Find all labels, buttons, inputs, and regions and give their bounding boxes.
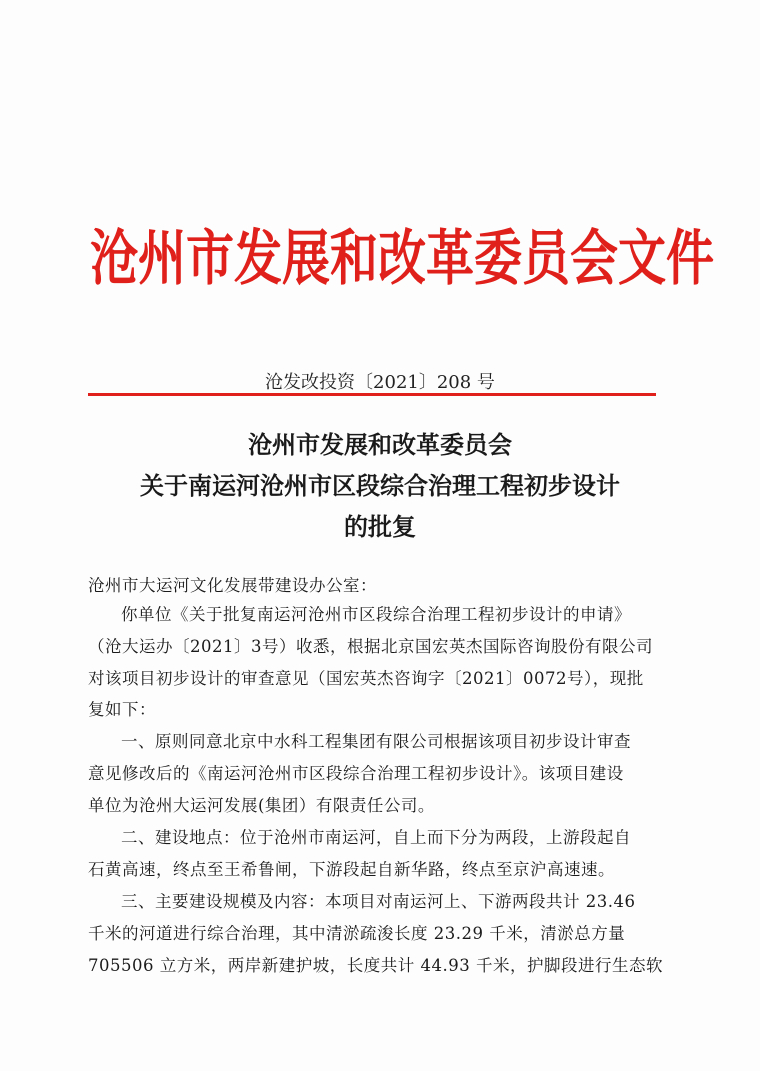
body-line: 单位为沧州大运河发展(集团）有限责任公司。 bbox=[88, 796, 435, 815]
body-line: （沧大运办〔2021〕3号）收悉，根据北京国宏英杰国际咨询股份有限公司 bbox=[88, 637, 653, 656]
body-line: 一、原则同意北京中水科工程集团有限公司根据该项目初步设计审查 bbox=[121, 732, 631, 751]
document-title-line-3: 的批复 bbox=[344, 512, 416, 541]
body-line: 意见修改后的《南运河沧州市区段综合治理工程初步设计》。该项目建设 bbox=[88, 764, 624, 783]
body-line: 对该项目初步设计的审查意见（国宏英杰咨询字〔2021〕0072号），现批 bbox=[88, 669, 644, 688]
body-line: 你单位《关于批复南运河沧州市区段综合治理工程初步设计的申请》 bbox=[121, 605, 631, 624]
body-line: 705506 立方米，两岸新建护坡，长度共计 44.93 千米，护脚段进行生态软 bbox=[88, 956, 663, 975]
red-divider-line bbox=[88, 393, 656, 396]
agency-header-title: 沧州市发展和改革委员会文件 bbox=[90, 223, 715, 294]
body-line: 二、建设地点：位于沧州市南运河，自上而下分为两段，上游段起自 bbox=[121, 828, 631, 847]
body-line: 石黄高速，终点至王希鲁闸，下游段起自新华路，终点至京沪高速速。 bbox=[88, 860, 615, 879]
body-line: 复如下： bbox=[88, 700, 156, 719]
document-title-line-1: 沧州市发展和改革委员会 bbox=[248, 430, 512, 459]
body-line: 千米的河道进行综合治理，其中清淤疏浚长度 23.29 千米，清淤总方量 bbox=[88, 924, 626, 943]
body-line: 三、主要建设规模及内容：本项目对南运河上、下游两段共计 23.46 bbox=[121, 892, 636, 911]
document-title-line-2: 关于南运河沧州市区段综合治理工程初步设计 bbox=[140, 471, 620, 500]
document-number: 沧发改投资〔2021〕208 号 bbox=[265, 372, 495, 393]
recipient-line: 沧州市大运河文化发展带建设办公室： bbox=[88, 576, 377, 595]
